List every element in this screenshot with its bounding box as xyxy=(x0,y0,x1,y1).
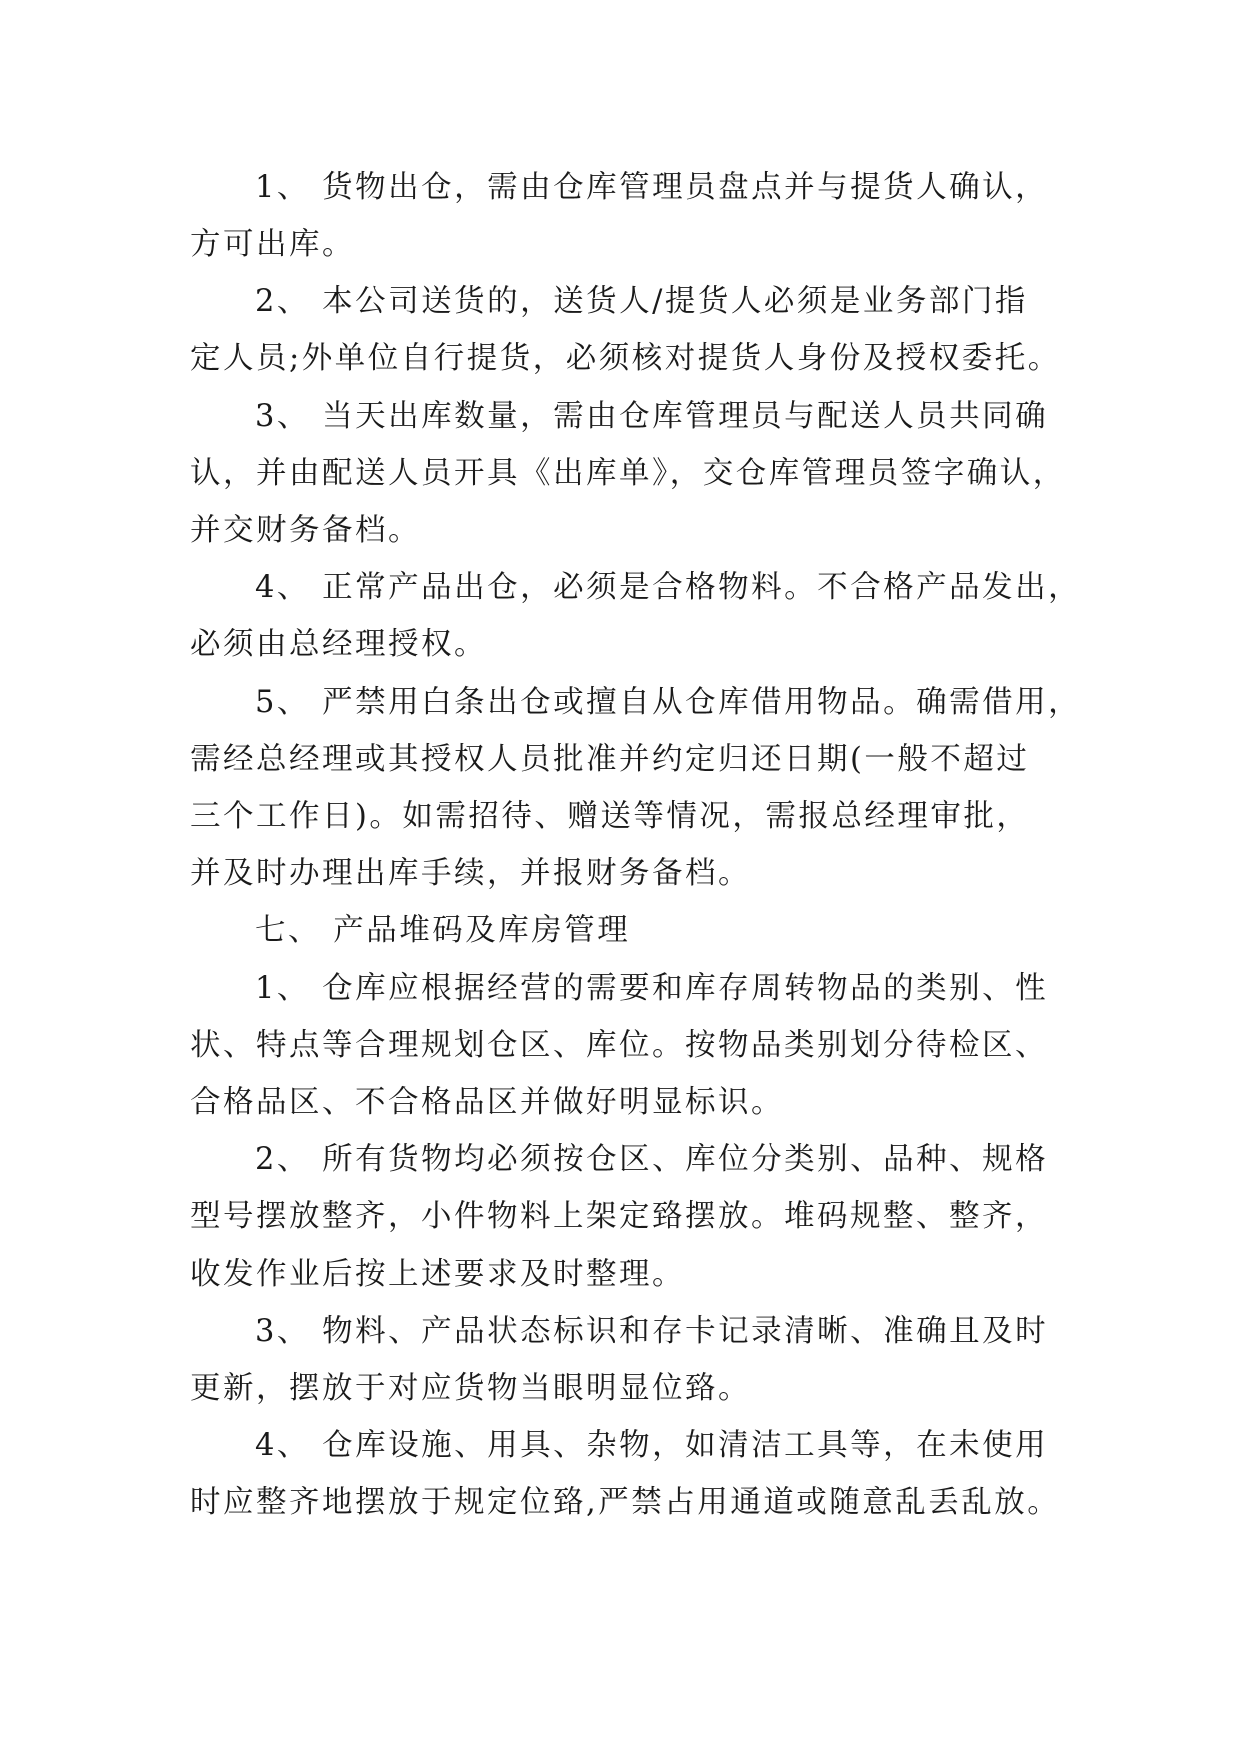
section-heading: 七、 产品堆码及库房管理 xyxy=(255,913,631,948)
paragraph-2-line-1: 2、 本公司送货的，送货人/提货人必须是业务部门指 xyxy=(255,284,1028,319)
paragraph-9-line-2: 时应整齐地摆放于规定位臵,严禁占用通道或随意乱丢乱放。 xyxy=(190,1485,1061,1520)
paragraph-5-line-1: 5、 严禁用白条出仓或擅自从仓库借用物品。确需借用， xyxy=(255,685,1082,720)
paragraph-1-line-2: 方可出库。 xyxy=(190,227,355,262)
paragraph-6-line-1: 1、 仓库应根据经营的需要和库存周转物品的类别、性 xyxy=(255,971,1049,1006)
paragraph-1-line-1: 1、 货物出仓，需由仓库管理员盘点并与提货人确认， xyxy=(255,170,1049,205)
paragraph-7-line-1: 2、 所有货物均必须按仓区、库位分类别、品种、规格 xyxy=(255,1142,1049,1177)
paragraph-6-line-2: 状、特点等合理规划仓区、库位。按物品类别划分待检区、 xyxy=(190,1028,1048,1063)
paragraph-5-line-3: 三个工作日)。如需招待、赠送等情况，需报总经理审批， xyxy=(190,799,1030,834)
paragraph-7-line-2: 型号摆放整齐，小件物料上架定臵摆放。堆码规整、整齐， xyxy=(190,1199,1048,1234)
paragraph-6-line-3: 合格品区、不合格品区并做好明显标识。 xyxy=(190,1085,784,1120)
paragraph-5-line-4: 并及时办理出库手续，并报财务备档。 xyxy=(190,856,751,891)
paragraph-8-line-1: 3、 物料、产品状态标识和存卡记录清晰、准确且及时 xyxy=(255,1314,1049,1349)
paragraph-2-line-2: 定人员;外单位自行提货，必须核对提货人身份及授权委托。 xyxy=(190,341,1061,376)
paragraph-3-line-2: 认，并由配送人员开具《出库单》，交仓库管理员签字确认， xyxy=(190,456,1066,491)
paragraph-8-line-2: 更新，摆放于对应货物当眼明显位臵。 xyxy=(190,1371,751,1406)
paragraph-4-line-2: 必须由总经理授权。 xyxy=(190,627,487,662)
paragraph-4-line-1: 4、 正常产品出仓，必须是合格物料。不合格产品发出， xyxy=(255,570,1082,605)
paragraph-5-line-2: 需经总经理或其授权人员批准并约定归还日期(一般不超过 xyxy=(190,742,1030,777)
paragraph-3-line-1: 3、 当天出库数量，需由仓库管理员与配送人员共同确 xyxy=(255,399,1049,434)
paragraph-7-line-3: 收发作业后按上述要求及时整理。 xyxy=(190,1257,685,1292)
paragraph-3-line-3: 并交财务备档。 xyxy=(190,513,421,548)
paragraph-9-line-1: 4、 仓库设施、用具、杂物，如清洁工具等，在未使用 xyxy=(255,1428,1049,1463)
